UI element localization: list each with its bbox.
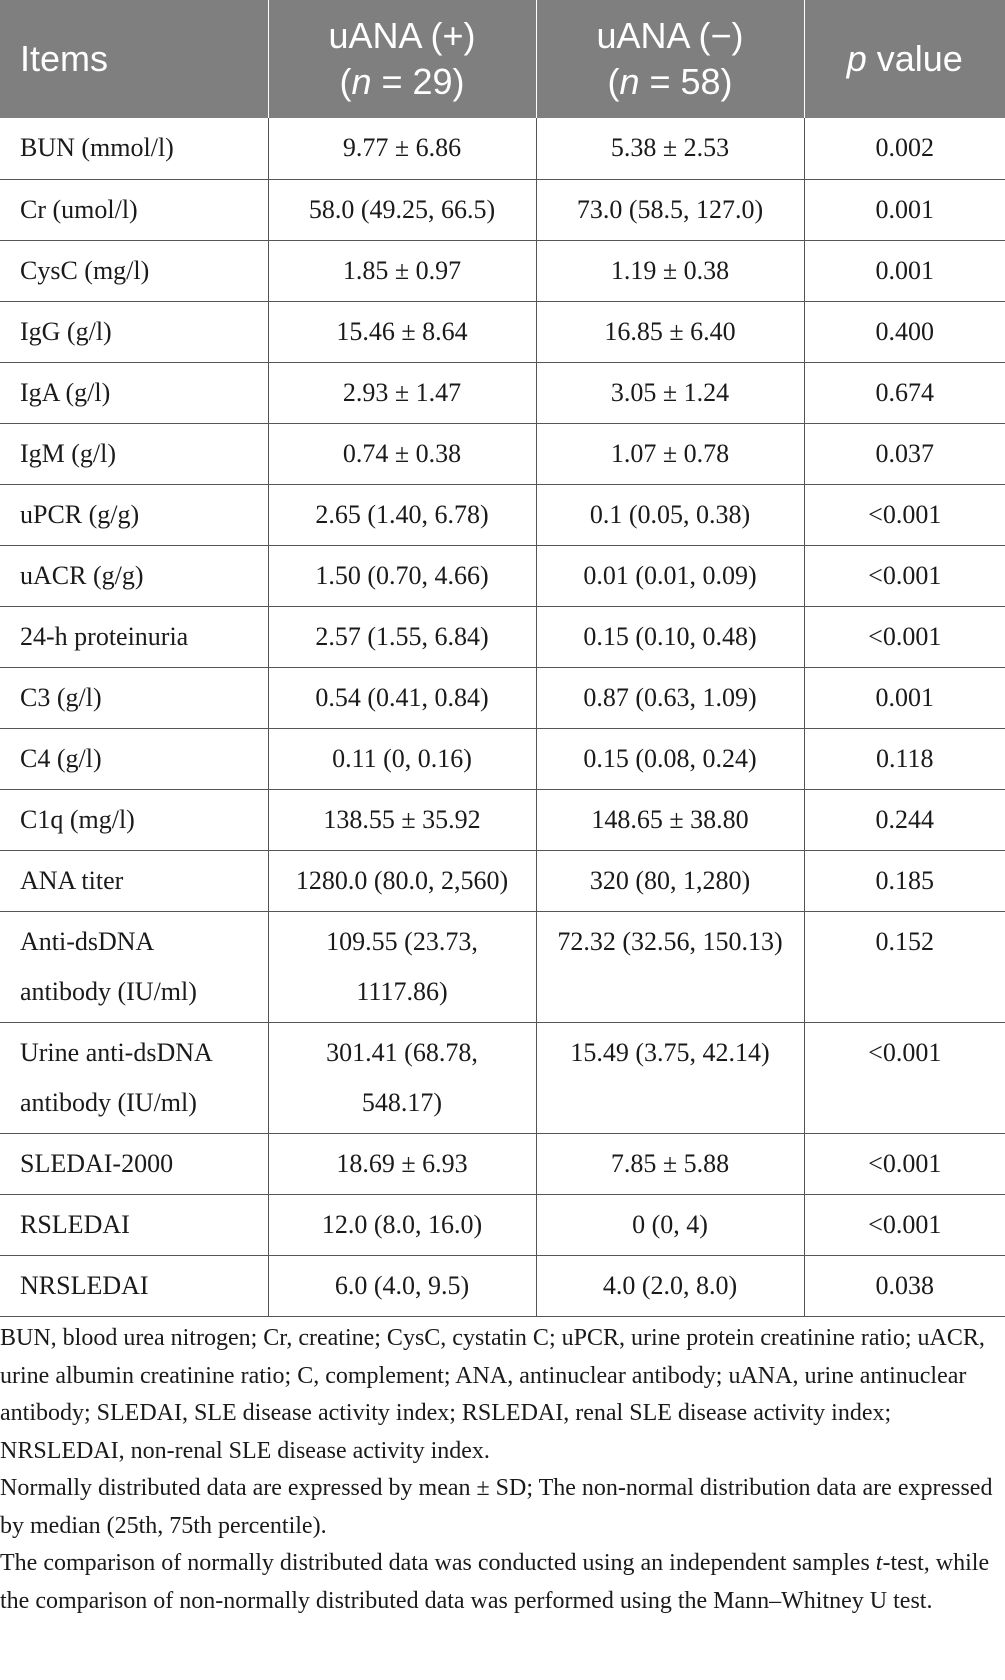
- header-uana-negative: uANA (−) (n = 58): [536, 0, 804, 118]
- uana-negative-cell: 15.49 (3.75, 42.14): [536, 1022, 804, 1133]
- table-row: [0, 667, 1005, 728]
- footnote-distribution: Normally distributed data are expressed by mean ± SD; The non-normal distribution data are expressed by median (25th, 75th percentile).: [0, 1475, 993, 1539]
- uana-positive-cell: 2.93 ± 1.47: [268, 362, 536, 423]
- header-p-value: p value: [804, 0, 1005, 118]
- item-cell: SLEDAI-2000: [0, 1133, 268, 1194]
- uana-negative-cell: 72.32 (32.56, 150.13): [536, 911, 804, 1022]
- uana-positive-cell: 18.69 ± 6.93: [268, 1133, 536, 1194]
- uana-positive-cell: 9.77 ± 6.86: [268, 118, 536, 179]
- table-row: [0, 301, 1005, 362]
- footnote-abbreviations: BUN, blood urea nitrogen; Cr, creatine; CysC, cystatin C; uPCR, urine protein creatinine ratio; uACR, urine albumin creatinine ratio; C, complement; ANA, antinuclear antibody; uANA, urine antinuclear antibody; SLEDAI, SLE disease activity index; RSLEDAI, renal SLE disease activity index; NRSLEDAI, non-renal SLE disease activity index.: [0, 1325, 985, 1464]
- p-value-cell: <0.001: [804, 1194, 1005, 1255]
- uana-negative-cell: 0.15 (0.08, 0.24): [536, 728, 804, 789]
- uana-positive-cell: 1.50 (0.70, 4.66): [268, 545, 536, 606]
- uana-positive-cell: 0.11 (0, 0.16): [268, 728, 536, 789]
- table-row: [0, 606, 1005, 667]
- header-uana-positive: uANA (+) (n = 29): [268, 0, 536, 118]
- table-footnotes: [0, 1320, 1005, 1620]
- table-row: [0, 240, 1005, 301]
- table-row: [0, 850, 1005, 911]
- p-value-cell: <0.001: [804, 1022, 1005, 1133]
- table-row: [0, 423, 1005, 484]
- uana-negative-cell: 0.15 (0.10, 0.48): [536, 606, 804, 667]
- uana-negative-cell: 73.0 (58.5, 127.0): [536, 179, 804, 240]
- item-cell: C3 (g/l): [0, 667, 268, 728]
- uana-positive-cell: 109.55 (23.73, 1117.86): [268, 911, 536, 1022]
- p-value-cell: 0.038: [804, 1255, 1005, 1316]
- p-value-cell: 0.037: [804, 423, 1005, 484]
- item-cell: IgM (g/l): [0, 423, 268, 484]
- uana-positive-cell: 15.46 ± 8.64: [268, 301, 536, 362]
- table-row: [0, 484, 1005, 545]
- uana-negative-cell: 320 (80, 1,280): [536, 850, 804, 911]
- uana-negative-cell: 0.1 (0.05, 0.38): [536, 484, 804, 545]
- uana-negative-cell: 5.38 ± 2.53: [536, 118, 804, 179]
- item-cell: Anti-dsDNA antibody (IU/ml): [0, 911, 268, 1022]
- p-value-cell: 0.674: [804, 362, 1005, 423]
- p-value-cell: 0.002: [804, 118, 1005, 179]
- uana-negative-cell: 4.0 (2.0, 8.0): [536, 1255, 804, 1316]
- table-row: [0, 1133, 1005, 1194]
- uana-negative-cell: 0.01 (0.01, 0.09): [536, 545, 804, 606]
- p-value-cell: 0.118: [804, 728, 1005, 789]
- item-cell: IgG (g/l): [0, 301, 268, 362]
- table-row: [0, 1255, 1005, 1316]
- header-items: Items: [0, 0, 268, 118]
- table-row: [0, 118, 1005, 179]
- table-row: [0, 179, 1005, 240]
- item-cell: 24-h proteinuria: [0, 606, 268, 667]
- table-row: [0, 911, 1005, 1022]
- table-row: [0, 1194, 1005, 1255]
- p-value-cell: 0.152: [804, 911, 1005, 1022]
- uana-positive-cell: 2.57 (1.55, 6.84): [268, 606, 536, 667]
- table-row: [0, 789, 1005, 850]
- uana-negative-cell: 16.85 ± 6.40: [536, 301, 804, 362]
- uana-positive-cell: 1.85 ± 0.97: [268, 240, 536, 301]
- uana-positive-cell: 58.0 (49.25, 66.5): [268, 179, 536, 240]
- table-row: [0, 728, 1005, 789]
- item-cell: Cr (umol/l): [0, 179, 268, 240]
- footnote-comparison: The comparison of normally distributed data was conducted using an independent samples t-test, while the comparison of non-normally distributed data was performed using the Mann–Whitney U test.: [0, 1550, 990, 1614]
- item-cell: uACR (g/g): [0, 545, 268, 606]
- p-value-cell: <0.001: [804, 1133, 1005, 1194]
- uana-positive-cell: 301.41 (68.78, 548.17): [268, 1022, 536, 1133]
- p-value-cell: 0.244: [804, 789, 1005, 850]
- uana-positive-cell: 1280.0 (80.0, 2,560): [268, 850, 536, 911]
- uana-positive-cell: 2.65 (1.40, 6.78): [268, 484, 536, 545]
- p-value-cell: <0.001: [804, 606, 1005, 667]
- item-cell: RSLEDAI: [0, 1194, 268, 1255]
- uana-negative-cell: 148.65 ± 38.80: [536, 789, 804, 850]
- p-value-cell: 0.001: [804, 240, 1005, 301]
- uana-negative-cell: 0.87 (0.63, 1.09): [536, 667, 804, 728]
- p-value-cell: 0.185: [804, 850, 1005, 911]
- uana-positive-cell: 6.0 (4.0, 9.5): [268, 1255, 536, 1316]
- table-row: [0, 1022, 1005, 1133]
- header-row: [0, 0, 1005, 118]
- p-value-cell: 0.001: [804, 667, 1005, 728]
- item-cell: Urine anti-dsDNA antibody (IU/ml): [0, 1022, 268, 1133]
- uana-positive-cell: 0.74 ± 0.38: [268, 423, 536, 484]
- item-cell: C1q (mg/l): [0, 789, 268, 850]
- uana-negative-cell: 7.85 ± 5.88: [536, 1133, 804, 1194]
- item-cell: C4 (g/l): [0, 728, 268, 789]
- table-row: [0, 545, 1005, 606]
- p-value-cell: <0.001: [804, 545, 1005, 606]
- uana-negative-cell: 1.07 ± 0.78: [536, 423, 804, 484]
- p-value-cell: <0.001: [804, 484, 1005, 545]
- p-value-cell: 0.400: [804, 301, 1005, 362]
- uana-positive-cell: 12.0 (8.0, 16.0): [268, 1194, 536, 1255]
- item-cell: uPCR (g/g): [0, 484, 268, 545]
- uana-negative-cell: 3.05 ± 1.24: [536, 362, 804, 423]
- uana-positive-cell: 0.54 (0.41, 0.84): [268, 667, 536, 728]
- p-value-cell: 0.001: [804, 179, 1005, 240]
- table-row: [0, 362, 1005, 423]
- item-cell: BUN (mmol/l): [0, 118, 268, 179]
- uana-negative-cell: 1.19 ± 0.38: [536, 240, 804, 301]
- item-cell: IgA (g/l): [0, 362, 268, 423]
- item-cell: NRSLEDAI: [0, 1255, 268, 1316]
- item-cell: ANA titer: [0, 850, 268, 911]
- uana-negative-cell: 0 (0, 4): [536, 1194, 804, 1255]
- uana-positive-cell: 138.55 ± 35.92: [268, 789, 536, 850]
- item-cell: CysC (mg/l): [0, 240, 268, 301]
